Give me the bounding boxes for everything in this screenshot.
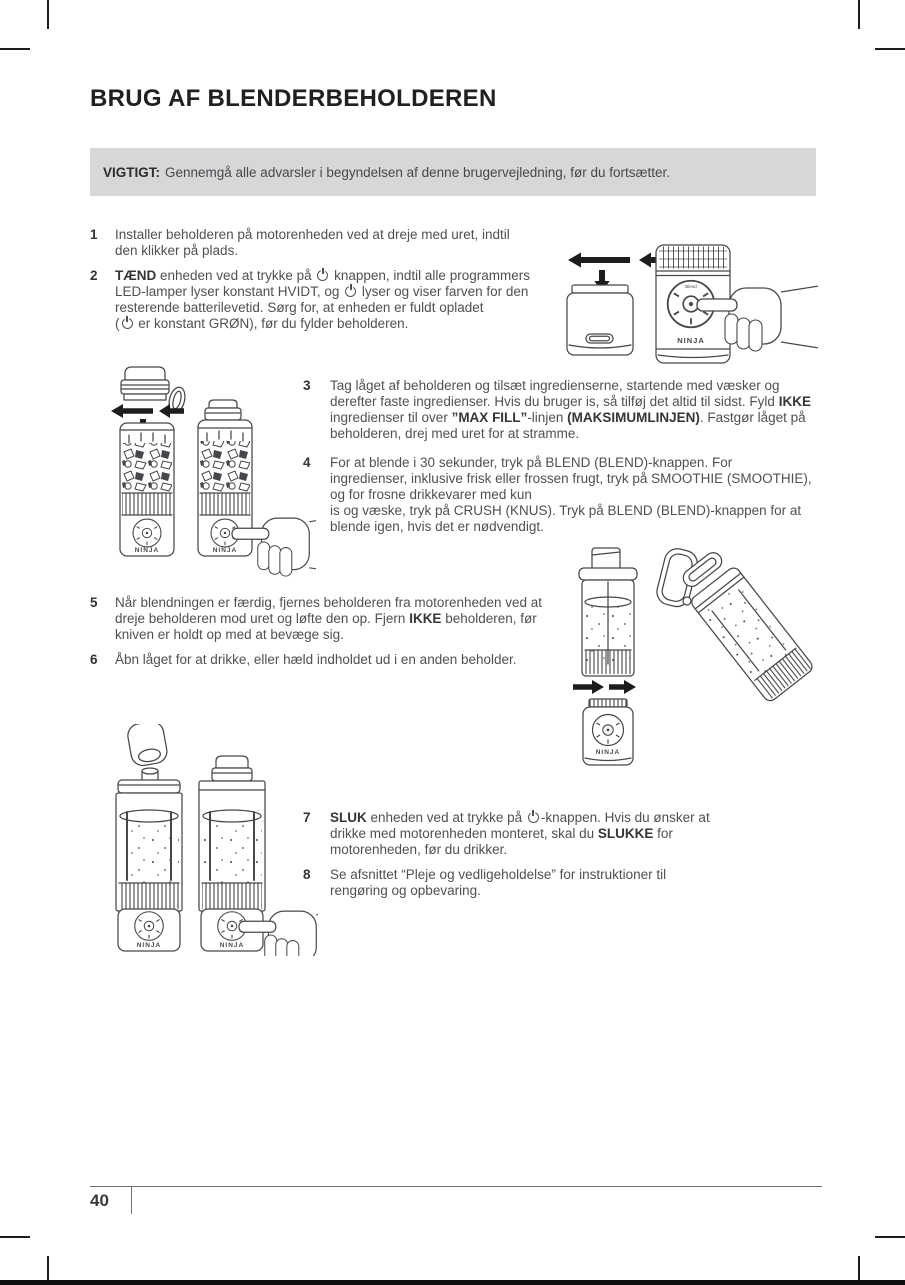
blended-bottle-illustration [579,548,637,676]
page-title: BRUG AF BLENDERBEHOLDEREN [90,85,497,112]
step-8 [303,867,727,899]
rotate-arrows-icon [573,680,636,694]
ninja-logo-text: NINJA [212,547,238,554]
footer-divider [131,1186,132,1214]
ninja-logo-text: NINJA [134,547,160,554]
step-4 [303,455,813,535]
crop-mark [0,48,30,50]
fig-drink-and-power-off-illustration [96,724,318,956]
step-text: Tag låget af beholderen og tilsæt ingredienserne, startende med væsker og derefter faste ingredienser. Hvis du bruger is, så tilføj det altid til sidst. Fyld IKKE ingredienser til over ”MAX FILL”-linjen (MAKSIMUMLINJEN). Fastgør låget på beholderen, drej med uret for at stramme. [330,378,811,441]
step-3 [303,378,813,442]
step-number: 8 [303,867,311,882]
step-7 [303,810,727,858]
crop-mark [875,1236,905,1238]
notice-label: VIGTIGT: [103,164,160,180]
ninja-logo-text: NINJA [595,749,621,756]
power-dial-icon [593,715,624,746]
step-text: SLUK enheden ved at trykke på -knappen. Hvis du ønsker at drikke med motorenheden monteret, skal du SLUKKE for motorenheden, før du drikker. [330,810,710,857]
step-number: 2 [90,268,98,283]
fig-power-on-illustration [556,241,818,373]
motor-base-illustration [567,285,633,355]
step-number: 5 [90,595,98,610]
tilted-bottle-illustration [654,546,815,704]
step-number: 3 [303,378,311,393]
step-text: TÆND enheden ved at trykke på knappen, indtil alle programmers LED-lamper lyser konstant HVIDT, og lyser og viser farven for den resterende batterilevetid. Sørg for, at enheden er fuldt opladet ( er konstant GRØN), før du fylder beholderen. [115,268,530,331]
fig-remove-and-drink-illustration [556,544,820,778]
power-icon [345,286,356,297]
step-1 [90,227,530,259]
step-text: For at blende i 30 sekunder, tryk på BLEND (BLEND)-knappen. For ingredienser, inklusive frisk eller frossen frugt, tryk på SMOOTHIE (SMOOTHIE), og for frosne drikkevarer med kun is og væske, tryk på CRUSH (KNUS). Tryk på BLEND (BLEND)-knappen for at blende igen, hvis det er nødvendigt. [330,455,812,534]
motor-base-illustration [583,699,633,765]
step-2 [90,268,530,332]
ninja-logo-text: NINJA [677,336,705,345]
ninja-logo-text: NINJA [219,942,245,949]
step-text: Se afsnittet “Pleje og vedligeholdelse” for instruktioner til rengøring og opbevaring. [330,867,667,898]
notice-text: Gennemgå alle advarsler i begyndelsen af denne brugervejledning, før du fortsætter. [165,164,671,180]
step-text: Installer beholderen på motorenheden ved at dreje med uret, indtil den klikker på plads. [115,227,510,258]
step-text: Åbn låget for at drikke, eller hæld indholdet ud i en anden beholder. [115,652,517,667]
step-6 [90,652,556,668]
power-icon [528,812,539,823]
footer-rule [90,1186,822,1187]
crop-mark [875,48,905,50]
crop-mark [858,0,860,29]
power-icon [317,270,328,281]
step-number: 4 [303,455,311,470]
step-number: 7 [303,810,311,825]
power-dial-icon [135,912,164,941]
page-number: 40 [90,1191,109,1210]
step-number: 1 [90,227,98,242]
page-edge-bar [0,1280,905,1285]
flip-lid-icon [126,724,169,767]
step-number: 6 [90,652,98,667]
crop-mark [47,0,49,29]
crop-mark [0,1236,30,1238]
power-icon [122,318,133,329]
step-5 [90,595,556,643]
ninja-logo-text: NINJA [136,942,162,949]
bottle-with-ingredients-illustration [120,423,174,556]
bottle-open-lid-illustration [116,724,182,951]
step-text: Når blendningen er færdig, fjernes beholderen fra motorenheden ved at dreje beholderen mod uret og løfte den op. Fjern IKKE beholderen, før kniven er holdt op med at bevæge sig. [115,595,543,642]
dial-label: Blend [685,284,697,289]
important-notice [90,148,816,196]
bottle-lid-illustration [121,367,187,414]
power-dial-icon [133,519,161,547]
fig-fill-and-blend-illustration [96,360,316,584]
